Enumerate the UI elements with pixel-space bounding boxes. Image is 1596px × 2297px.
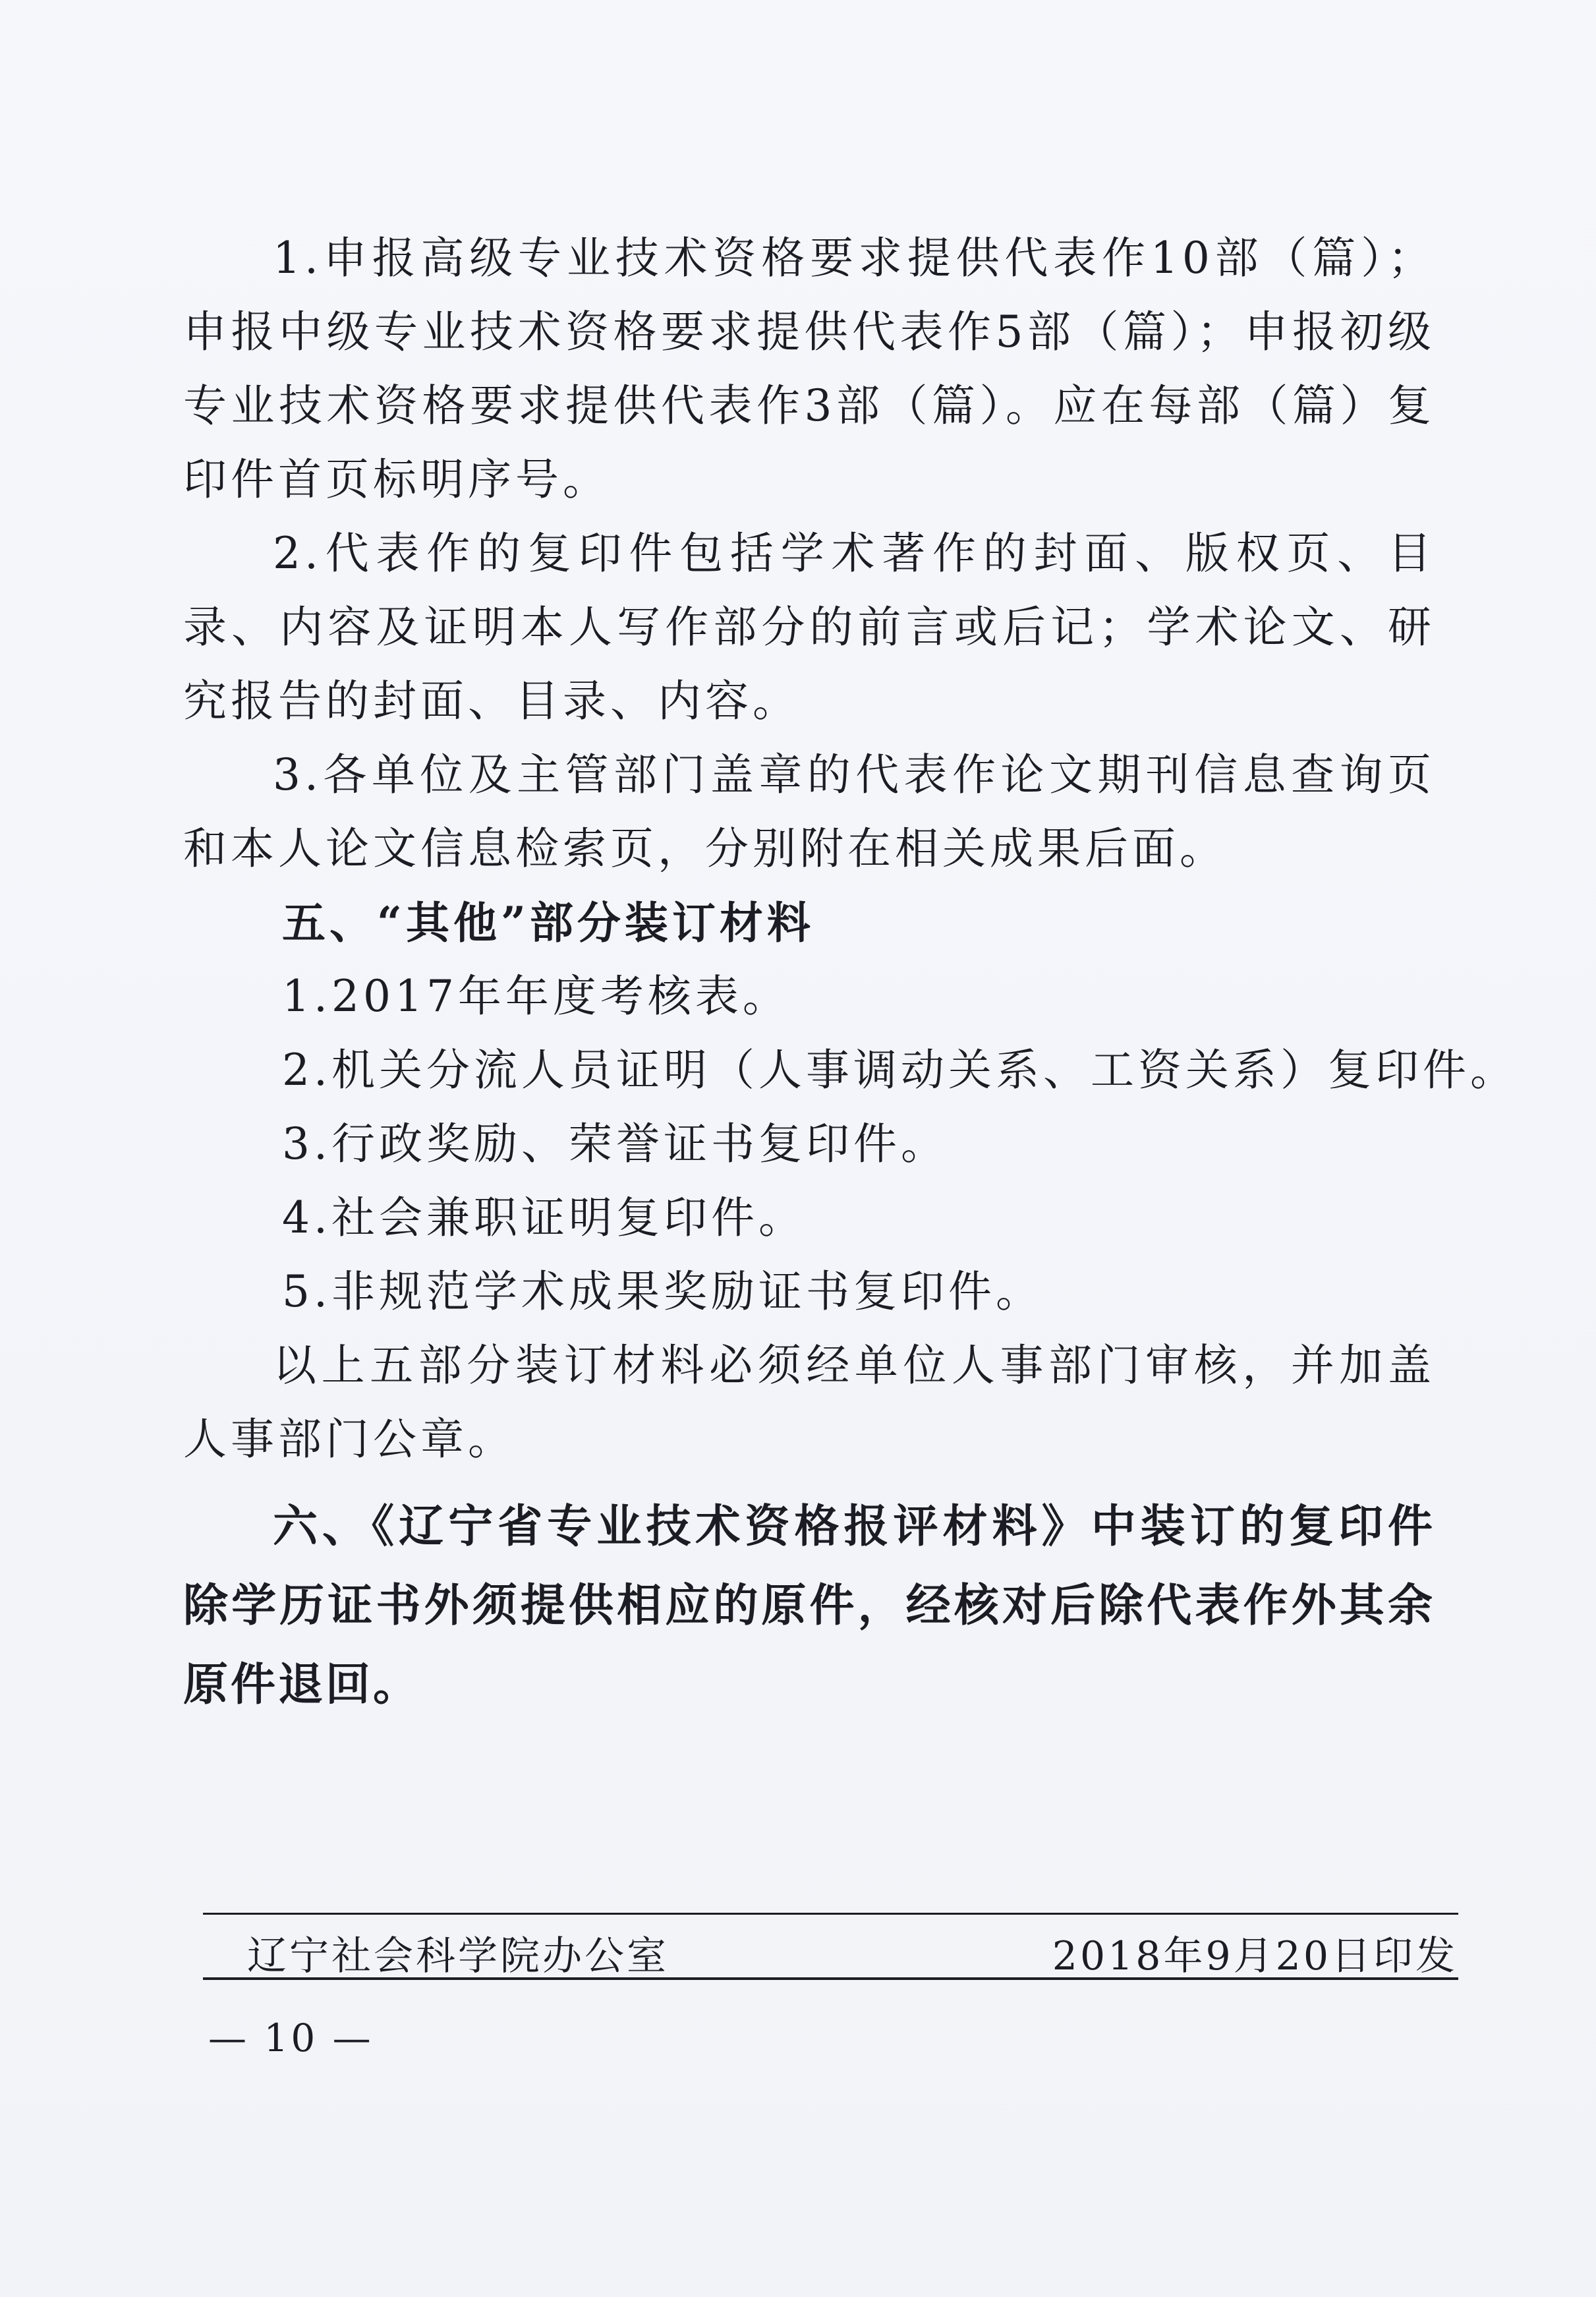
paragraph-representative-works-copies: 2.代表作的复印件包括学术著作的封面、版权页、目录、内容及证明本人写作部分的前言或后记；学术论文、研究报告的封面、目录、内容。 xyxy=(183,528,1435,726)
section-six-paragraph: 六、《辽宁省专业技术资格报评材料》中装订的复印件除学历证书外须提供相应的原件，经核对后除代表作外其余原件退回。 xyxy=(183,1500,1435,1711)
footer-issue-date: 2018年9月20日印发 xyxy=(1052,1933,1458,1979)
footer-issuer: 辽宁社会科学院办公室 xyxy=(247,1933,669,1979)
page-number: — 10 — xyxy=(208,2016,374,2060)
list-item: 1.2017年年度考核表。 xyxy=(282,971,790,1022)
footer-divider-bottom xyxy=(203,1977,1458,1980)
list-item: 5.非规范学术成果奖励证书复印件。 xyxy=(282,1266,1043,1317)
list-item: 4.社会兼职证明复印件。 xyxy=(282,1192,806,1243)
paragraph-representative-works-count: 1.申报高级专业技术资格要求提供代表作10部（篇）；申报中级专业技术资格要求提供代表作5部（篇）；申报初级专业技术资格要求提供代表作3部（篇）。应在每部（篇）复印件首页标明序号。 xyxy=(183,233,1435,505)
section-five-heading: 五、“其他”部分装订材料 xyxy=(282,897,814,948)
document-body xyxy=(183,221,1518,1724)
list-item: 2.机关分流人员证明（人事调动关系、工资关系）复印件。 xyxy=(282,1045,1518,1095)
paragraph-hr-review: 以上五部分装订材料必须经单位人事部门审核，并加盖人事部门公章。 xyxy=(183,1340,1435,1465)
list-item: 3.行政奖励、荣誉证书复印件。 xyxy=(282,1119,948,1169)
paragraph-journal-info-pages: 3.各单位及主管部门盖章的代表作论文期刊信息查询页和本人论文信息检索页，分别附在相关成果后面。 xyxy=(183,749,1435,874)
footer-divider-top xyxy=(203,1913,1458,1915)
